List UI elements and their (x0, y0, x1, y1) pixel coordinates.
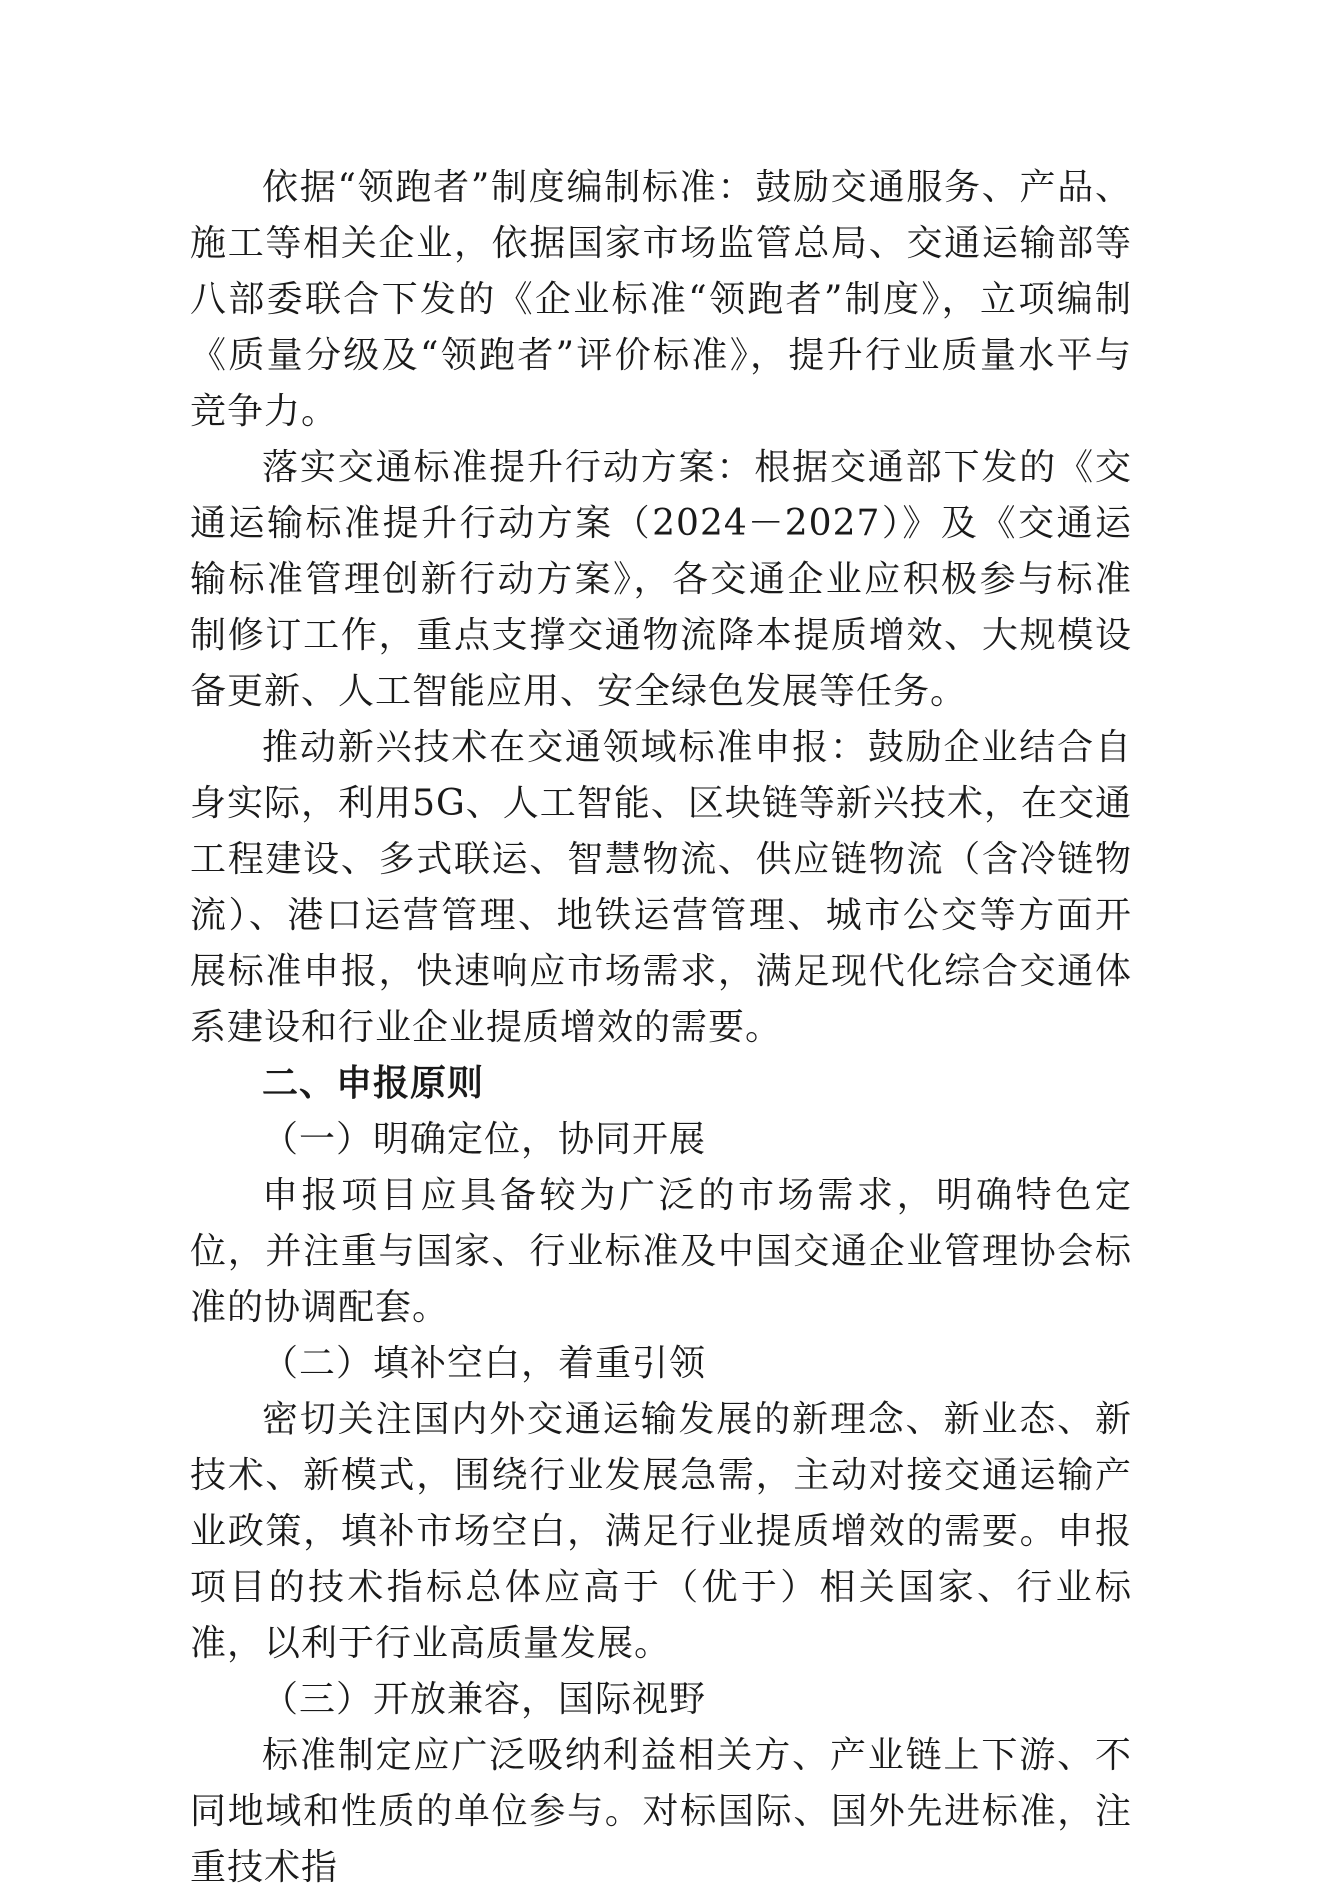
paragraph-action-plan: 落实交通标准提升行动方案：根据交通部下发的《交通运输标准提升行动方案（2024－2027）》及《交通运输标准管理创新行动方案》，各交通企业应积极参与标准制修订工作，重点支撑交通物流降本提质增效、大规模设备更新、人工智能应用、安全绿色发展等任务。 (190, 447, 1132, 712)
subsection-text-1: 申报项目应具备较为广泛的市场需求，明确特色定位，并注重与国家、行业标准及中国交通企业管理协会标准的协调配套。 (190, 1175, 1132, 1328)
subsection-text-3: 标准制定应广泛吸纳利益相关方、产业链上下游、不同地域和性质的单位参与。对标国际、国外先进标准，注重技术指 (190, 1735, 1132, 1888)
subsection-heading-3: （三）开放兼容，国际视野 (262, 1679, 707, 1720)
subsection-heading-1: （一）明确定位，协同开展 (262, 1119, 707, 1160)
paragraph-leader-standard: 依据“领跑者”制度编制标准：鼓励交通服务、产品、施工等相关企业，依据国家市场监管总局、交通运输部等八部委联合下发的《企业标准“领跑者”制度》，立项编制《质量分级及“领跑者”评价标准》，提升行业质量水平与竞争力。 (190, 167, 1132, 432)
subsection-text-2: 密切关注国内外交通运输发展的新理念、新业态、新技术、新模式，围绕行业发展急需，主动对接交通运输产业政策，填补市场空白，满足行业提质增效的需要。申报项目的技术指标总体应高于（优于）相关国家、行业标准，以利于行业高质量发展。 (190, 1399, 1132, 1664)
subsection-heading-2: （二）填补空白，着重引领 (262, 1343, 707, 1384)
paragraph-emerging-tech: 推动新兴技术在交通领域标准申报：鼓励企业结合自身实际，利用5G、人工智能、区块链等新兴技术，在交通工程建设、多式联运、智慧物流、供应链物流（含冷链物流）、港口运营管理、地铁运营管理、城市公交等方面开展标准申报，快速响应市场需求，满足现代化综合交通体系建设和行业企业提质增效的需要。 (190, 727, 1132, 1048)
section-heading-principles: 二、申报原则 (262, 1063, 485, 1104)
